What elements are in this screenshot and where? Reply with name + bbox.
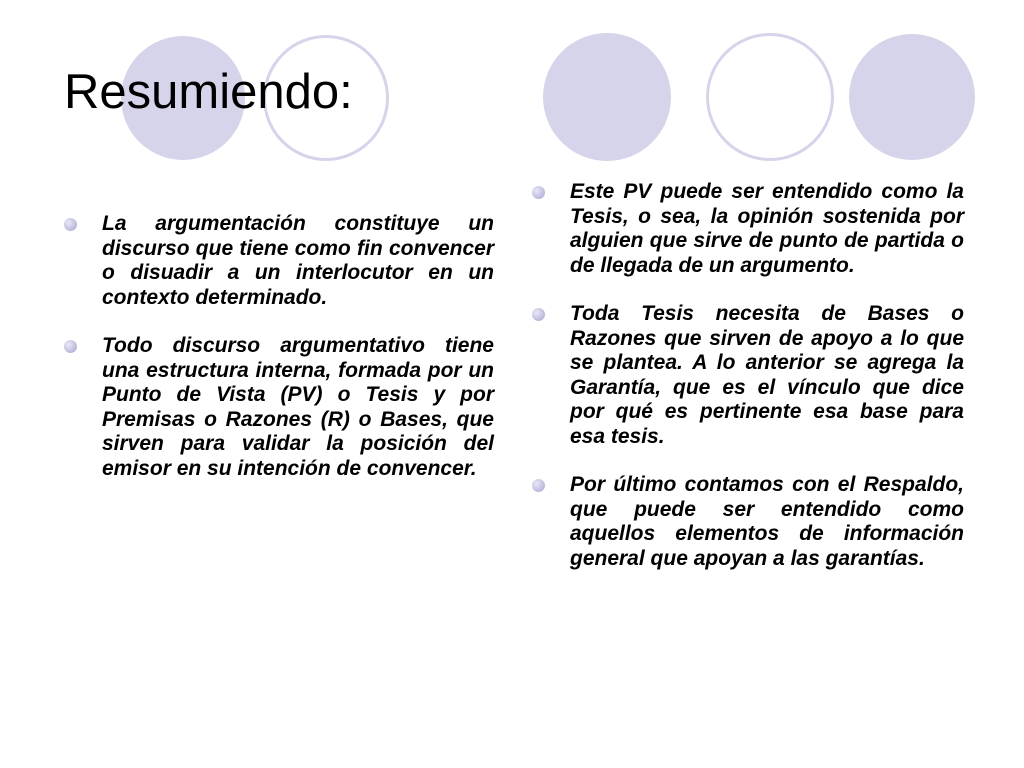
bullet-text: Toda Tesis necesita de Bases o Razones que sirven de apoyo a lo que se plantea. A lo anterior se agrega la Garantía, que es el vínculo que dice por qué es pertinente esa base para esa tesis. — [570, 302, 964, 448]
bullet-item — [64, 334, 494, 481]
slide-title: Resumiendo: — [64, 65, 353, 119]
circle-bullet-icon — [64, 340, 77, 353]
bullet-text: Todo discurso argumentativo tiene una estructura interna, formada por un Punto de Vista (PV) o Tesis y por Premisas o Razones (R) o Bases, que sirven para validar la posición del emisor en su intención de convencer. — [102, 334, 494, 480]
circle-bullet-icon — [532, 479, 545, 492]
circle-bullet-icon — [64, 218, 77, 231]
bullet-item — [532, 302, 964, 449]
bullet-text: Este PV puede ser entendido como la Tesis, o sea, la opinión sostenida por alguien que sirve de punto de partida o de llegada de un argumento. — [570, 180, 964, 277]
circle-bullet-icon — [532, 308, 545, 321]
decorative-filled-circle — [543, 33, 671, 161]
circle-bullet-icon — [532, 186, 545, 199]
decorative-filled-circle — [849, 34, 975, 160]
bullet-item — [532, 473, 964, 571]
left-bullet-list — [64, 212, 494, 505]
decorative-ring-circle — [706, 33, 834, 161]
bullet-text: La argumentación constituye un discurso que tiene como fin convencer o disuadir a un interlocutor en un contexto determinado. — [102, 212, 494, 309]
right-bullet-list — [532, 180, 964, 595]
bullet-text: Por último contamos con el Respaldo, que puede ser entendido como aquellos elementos de información general que apoyan a las garantías. — [570, 473, 964, 570]
bullet-item — [64, 212, 494, 310]
bullet-item — [532, 180, 964, 278]
